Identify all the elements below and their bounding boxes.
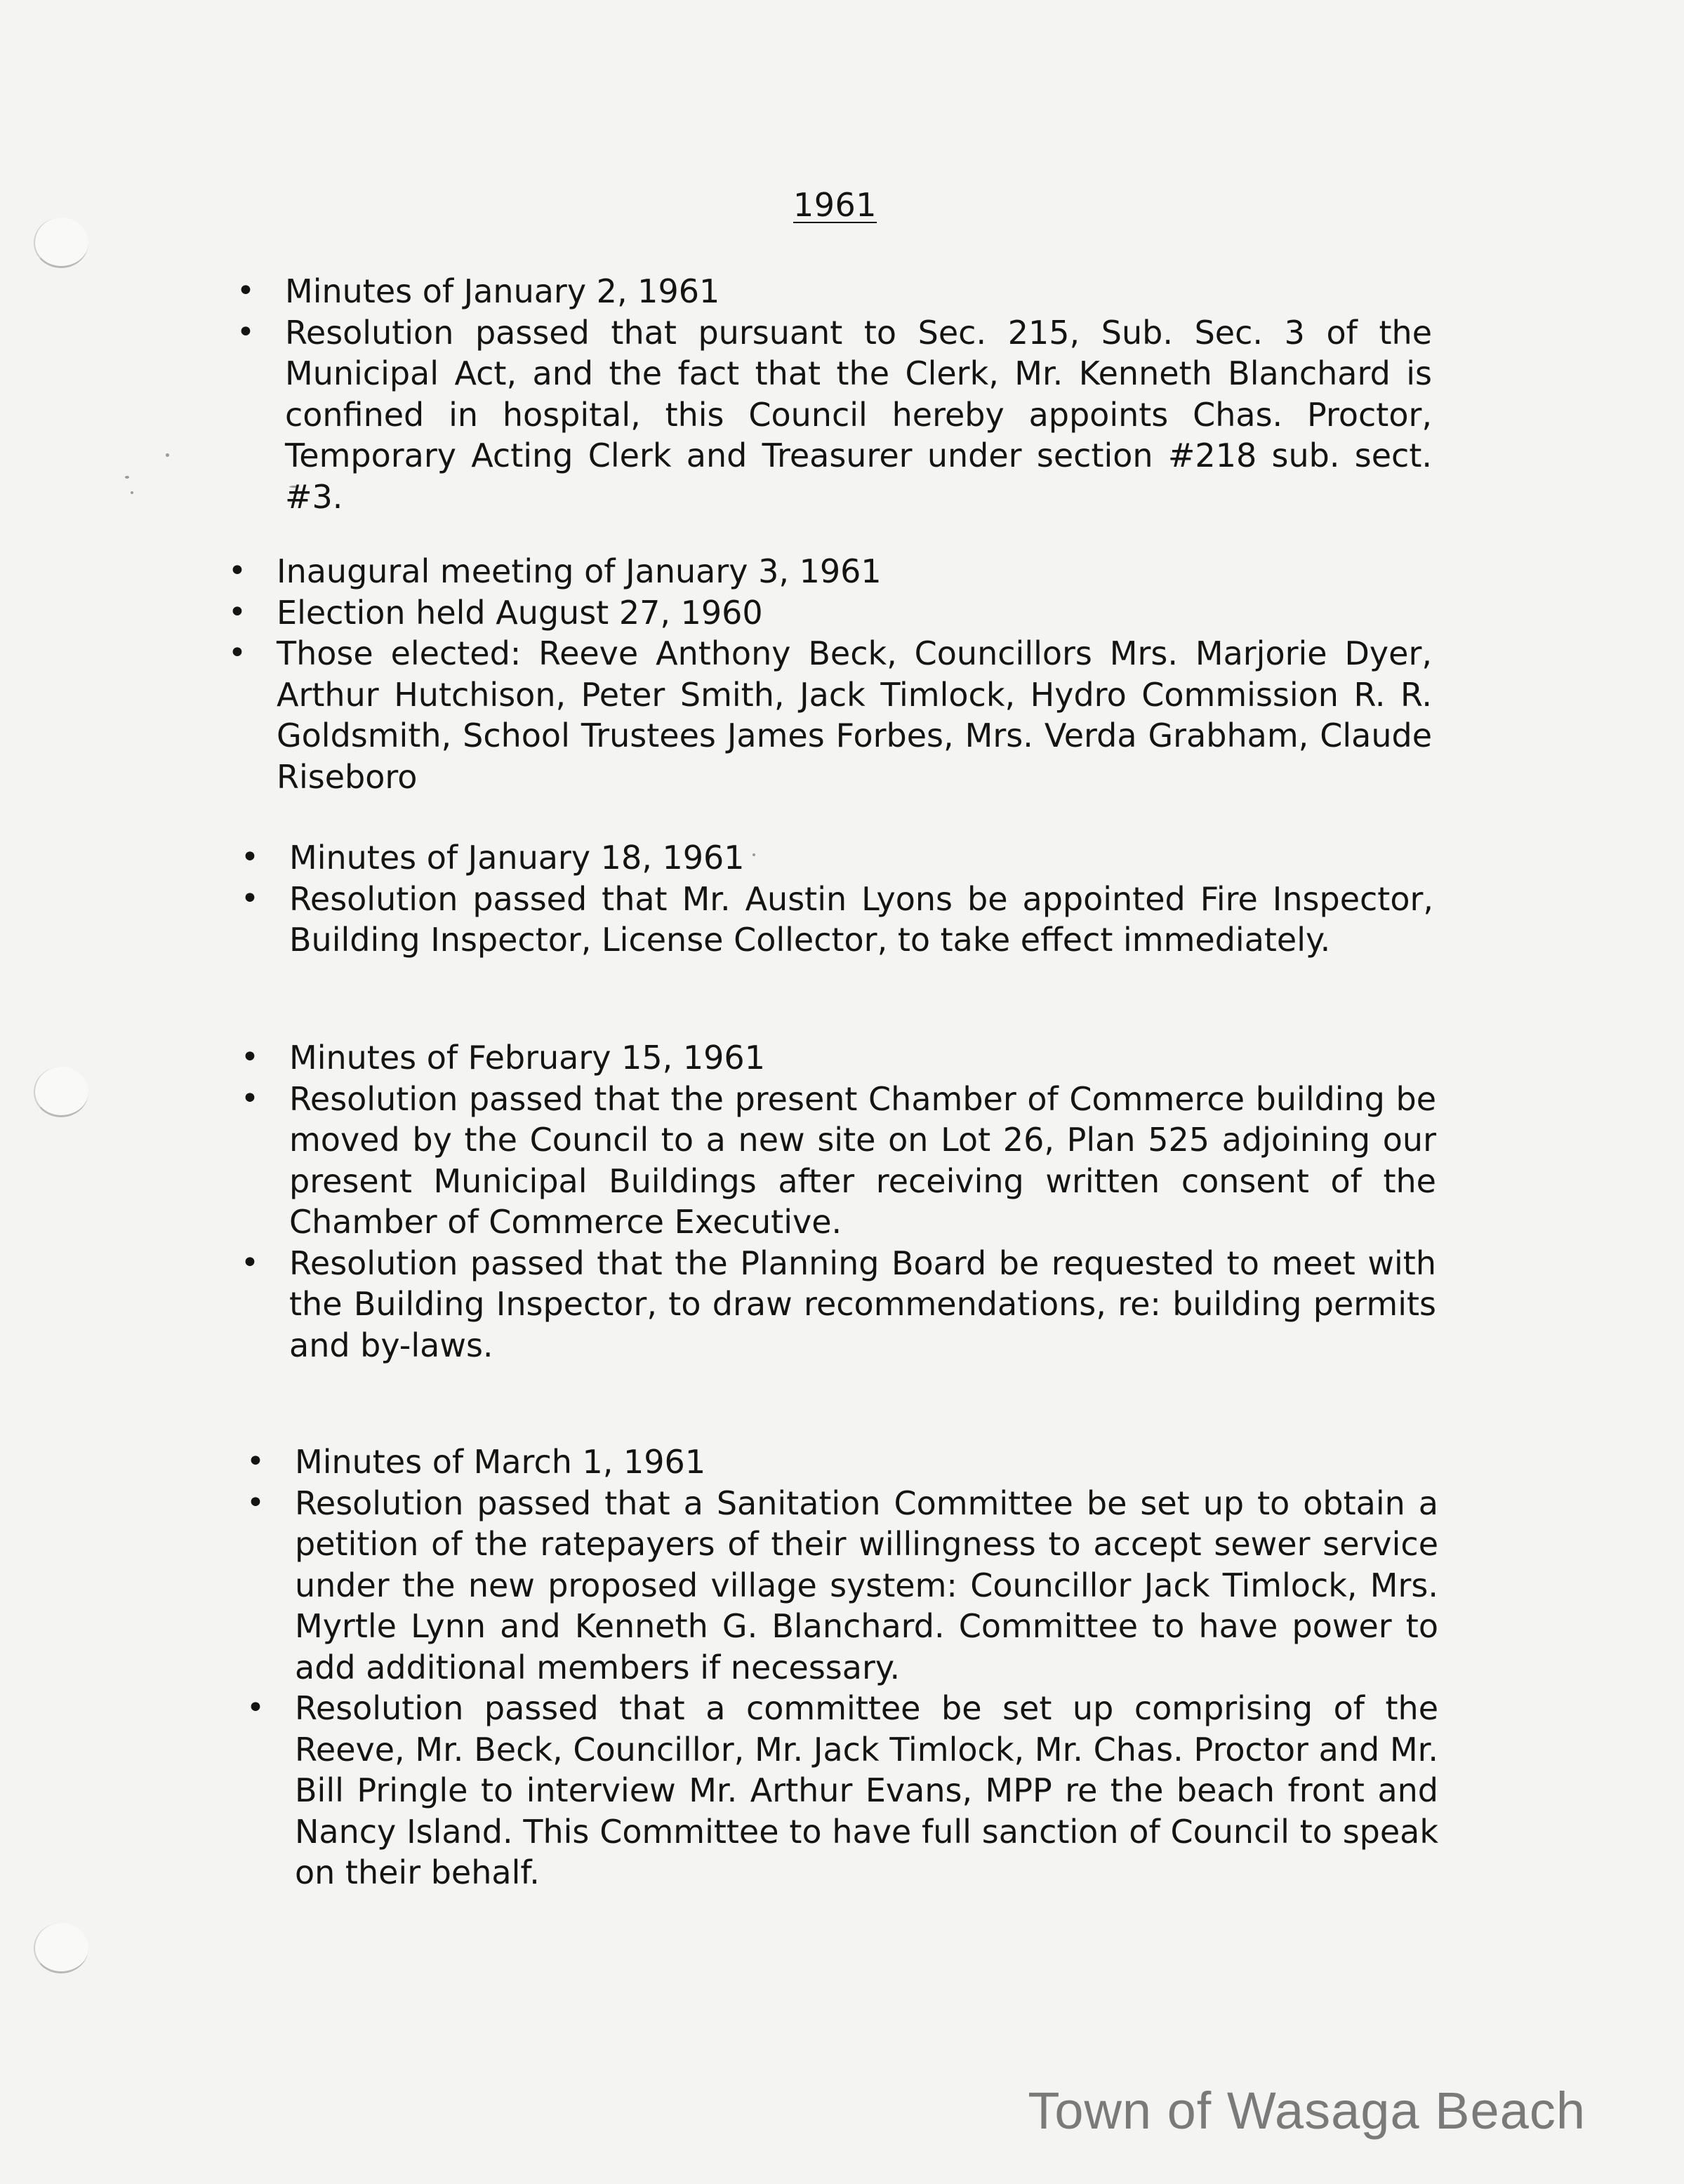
list-item <box>236 1079 1436 1243</box>
item-text: Minutes of January 2, 1961 <box>285 272 720 310</box>
bullet-icon: • <box>241 1080 259 1117</box>
list-item <box>241 1688 1438 1893</box>
item-text: Minutes of March 1, 1961 <box>295 1443 706 1481</box>
item-text: Those elected: Reeve Anthony Beck, Councillors Mrs. Marjorie Dyer, Arthur Hutchison, Peter Smith, Jack Timlock, Hydro Commission R. R. Goldsmith, School Trustees James Forbes, Mrs. Verda Grabham, Claude Riseboro <box>277 634 1432 796</box>
minutes-section-mar-1 <box>241 1441 1438 1893</box>
bullet-icon: • <box>246 1444 265 1479</box>
list-item <box>223 551 1432 592</box>
minutes-section-jan-18 <box>236 837 1433 961</box>
watermark-town-name: Town of Wasaga Beach <box>1028 2082 1586 2140</box>
scan-speck <box>125 476 129 479</box>
item-text: Resolution passed that Mr. Austin Lyons be appointed Fire Inspector, Building Inspector, License Collector, to take effect immediately. <box>289 879 1433 959</box>
bullet-icon: • <box>228 594 246 630</box>
list-item <box>236 1037 1436 1079</box>
bullet-icon: • <box>241 1039 259 1075</box>
year-heading: 1961 <box>793 186 877 224</box>
bullet-icon: • <box>241 1244 259 1281</box>
item-text: Resolution passed that pursuant to Sec. 215, Sub. Sec. 3 of the Municipal Act, and the fact that the Clerk, Mr. Kenneth Blanchard is confined in hospital, this Council hereby appoints Chas. Proctor, Temporary Acting Clerk and Treasurer under section #218 sub. sect. #3. <box>285 313 1432 516</box>
item-text: Minutes of February 15, 1961 <box>289 1039 765 1077</box>
scan-speck <box>131 491 133 494</box>
item-text: Resolution passed that the Planning Board be requested to meet with the Building Inspector, to draw recommendations, re: building permits and by-laws. <box>289 1244 1436 1364</box>
minutes-section-jan-2 <box>232 271 1432 517</box>
bullet-icon: • <box>237 314 255 350</box>
item-text: Inaugural meeting of January 3, 1961 <box>277 552 882 590</box>
bullet-icon: • <box>246 1484 265 1521</box>
list-item <box>232 312 1432 518</box>
bullet-icon: • <box>228 635 246 671</box>
list-item <box>236 1243 1436 1366</box>
bullet-icon: • <box>228 553 246 589</box>
punch-hole-bottom <box>34 1923 88 1973</box>
item-text: Resolution passed that a committee be set up comprising of the Reeve, Mr. Beck, Councillor, Mr. Jack Timlock, Mr. Chas. Proctor and Mr. Bill Pringle to interview Mr. Arthur Evans, MPP re the beach front and Nancy Island. This Committee to have full sanction of Council to speak on their behalf. <box>295 1689 1438 1891</box>
item-text: Election held August 27, 1960 <box>277 593 763 632</box>
item-text: Minutes of January 18, 1961 <box>289 839 745 877</box>
list-item <box>232 271 1432 312</box>
list-item <box>236 879 1433 961</box>
item-text: Resolution passed that the present Chamber of Commerce building be moved by the Council to a new site on Lot 26, Plan 525 adjoining our present Municipal Buildings after receiving written consent of the Chamber of Commerce Executive. <box>289 1079 1436 1241</box>
bullet-icon: • <box>237 273 255 309</box>
bullet-icon: • <box>241 880 259 917</box>
list-item <box>223 633 1432 797</box>
list-item <box>223 592 1432 634</box>
bullet-icon: • <box>241 839 259 875</box>
minutes-section-feb-15 <box>236 1037 1436 1366</box>
list-item <box>236 837 1433 879</box>
punch-hole-top <box>34 218 88 268</box>
scan-speck <box>166 453 169 457</box>
punch-hole-middle <box>34 1067 88 1117</box>
bullet-icon: • <box>246 1690 265 1726</box>
minutes-section-jan-3 <box>223 551 1432 797</box>
item-text: Resolution passed that a Sanitation Committee be set up to obtain a petition of the ratepayers of their willingness to accept sewer service under the new proposed village system: Councillor Jack Timlock, Mrs. Myrtle Lynn and Kenneth G. Blanchard. Committee to have power to add additional members if necessary. <box>295 1484 1438 1686</box>
list-item <box>241 1441 1438 1483</box>
list-item <box>241 1483 1438 1689</box>
